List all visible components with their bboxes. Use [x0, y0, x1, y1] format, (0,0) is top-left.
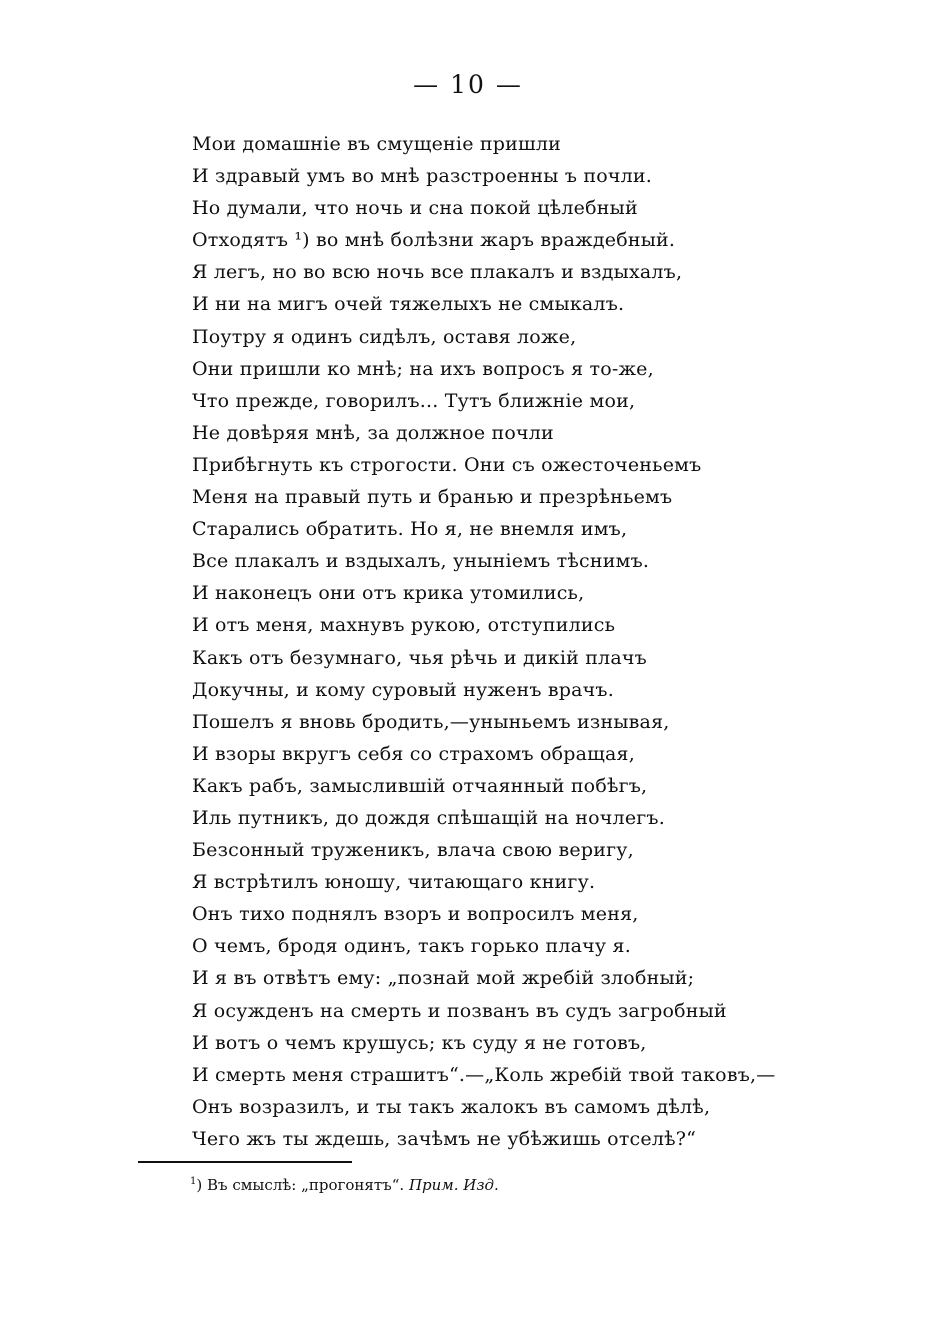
poem-line: Прибѣгнуть къ строгости. Они съ ожесточеньемъ	[192, 453, 702, 476]
poem-line: Чего жъ ты ждешь, зачѣмъ не убѣжишь отселѣ?“	[192, 1127, 697, 1150]
poem-line: Все плакалъ и вздыхалъ, уныніемъ тѣснимъ.	[192, 550, 650, 573]
poem-line: И взоры вкругъ себя со страхомъ обращая,	[192, 742, 635, 765]
footnote-divider	[138, 1161, 352, 1163]
poem-line: Иль путникъ, до дождя спѣшащій на ночлегъ.	[192, 806, 665, 829]
footnote-editor-note: Прим. Изд.	[408, 1176, 499, 1194]
poem-line: Я встрѣтилъ юношу, читающаго книгу.	[192, 871, 596, 894]
footnote	[190, 1176, 499, 1194]
poem-line: И здравый умъ во мнѣ разстроенны ъ почли.	[192, 165, 652, 188]
page-number: — 10 —	[413, 70, 523, 99]
poem-line: Какъ отъ безумнаго, чья рѣчь и дикій плачъ	[192, 646, 647, 669]
poem-line: Я легъ, но во всю ночь все плакалъ и вздыхалъ,	[192, 261, 683, 284]
poem-line: О чемъ, бродя одинъ, такъ горько плачу я.	[192, 935, 631, 958]
poem-line: Меня на правый путь и бранью и презрѣньемъ	[192, 486, 673, 509]
poem-line: И смерть меня страшитъ“.—„Коль жребій твой таковъ,—	[192, 1063, 776, 1086]
poem-line: И вотъ о чемъ крушусь; къ суду я не готовъ,	[192, 1031, 647, 1054]
footnote-text: ) Въ смыслѣ: „прогонятъ“.	[196, 1176, 405, 1194]
poem-line: И отъ меня, махнувъ рукою, отступились	[192, 614, 616, 637]
poem-text	[192, 128, 832, 1155]
poem-line: Онъ тихо поднялъ взоръ и вопросилъ меня,	[192, 903, 639, 926]
footnote-marker: 1	[190, 1176, 197, 1187]
poem-line: И я въ отвѣтъ ему: „познай мой жребій злобный;	[192, 967, 695, 990]
poem-line: Старались обратить. Но я, не внемля имъ,	[192, 518, 628, 541]
poem-line: Не довѣряя мнѣ, за должное почли	[192, 421, 554, 444]
poem-line: Какъ рабъ, замыслившій отчаянный побѣгъ,	[192, 774, 648, 797]
poem-line: Я осужденъ на смерть и позванъ въ судъ загробный	[192, 999, 727, 1022]
poem-line: Докучны, и кому суровый нуженъ врачъ.	[192, 678, 614, 701]
poem-line: Но думали, что ночь и сна покой цѣлебный	[192, 197, 638, 220]
poem-line: Мои домашніе въ смущеніе пришли	[192, 133, 561, 155]
poem-line: Пошелъ я вновь бродить,—уныньемъ изнывая,	[192, 710, 670, 733]
poem-line: Безсонный труженикъ, влача свою веригу,	[192, 839, 634, 862]
poem-line: Онъ возразилъ, и ты такъ жалокъ въ самомъ дѣлѣ,	[192, 1095, 711, 1118]
poem-line: Что прежде, говорилъ... Тутъ ближніе мои,	[192, 389, 636, 412]
poem-line: Отходятъ ¹) во мнѣ болѣзни жаръ враждебный.	[192, 229, 676, 252]
poem-line: Они пришли ко мнѣ; на ихъ вопросъ я то-же,	[192, 357, 654, 380]
poem-line: И наконецъ они отъ крика утомились,	[192, 582, 585, 605]
poem-line: И ни на мигъ очей тяжелыхъ не смыкалъ.	[192, 293, 625, 316]
poem-line: Поутру я одинъ сидѣлъ, оставя ложе,	[192, 325, 577, 348]
